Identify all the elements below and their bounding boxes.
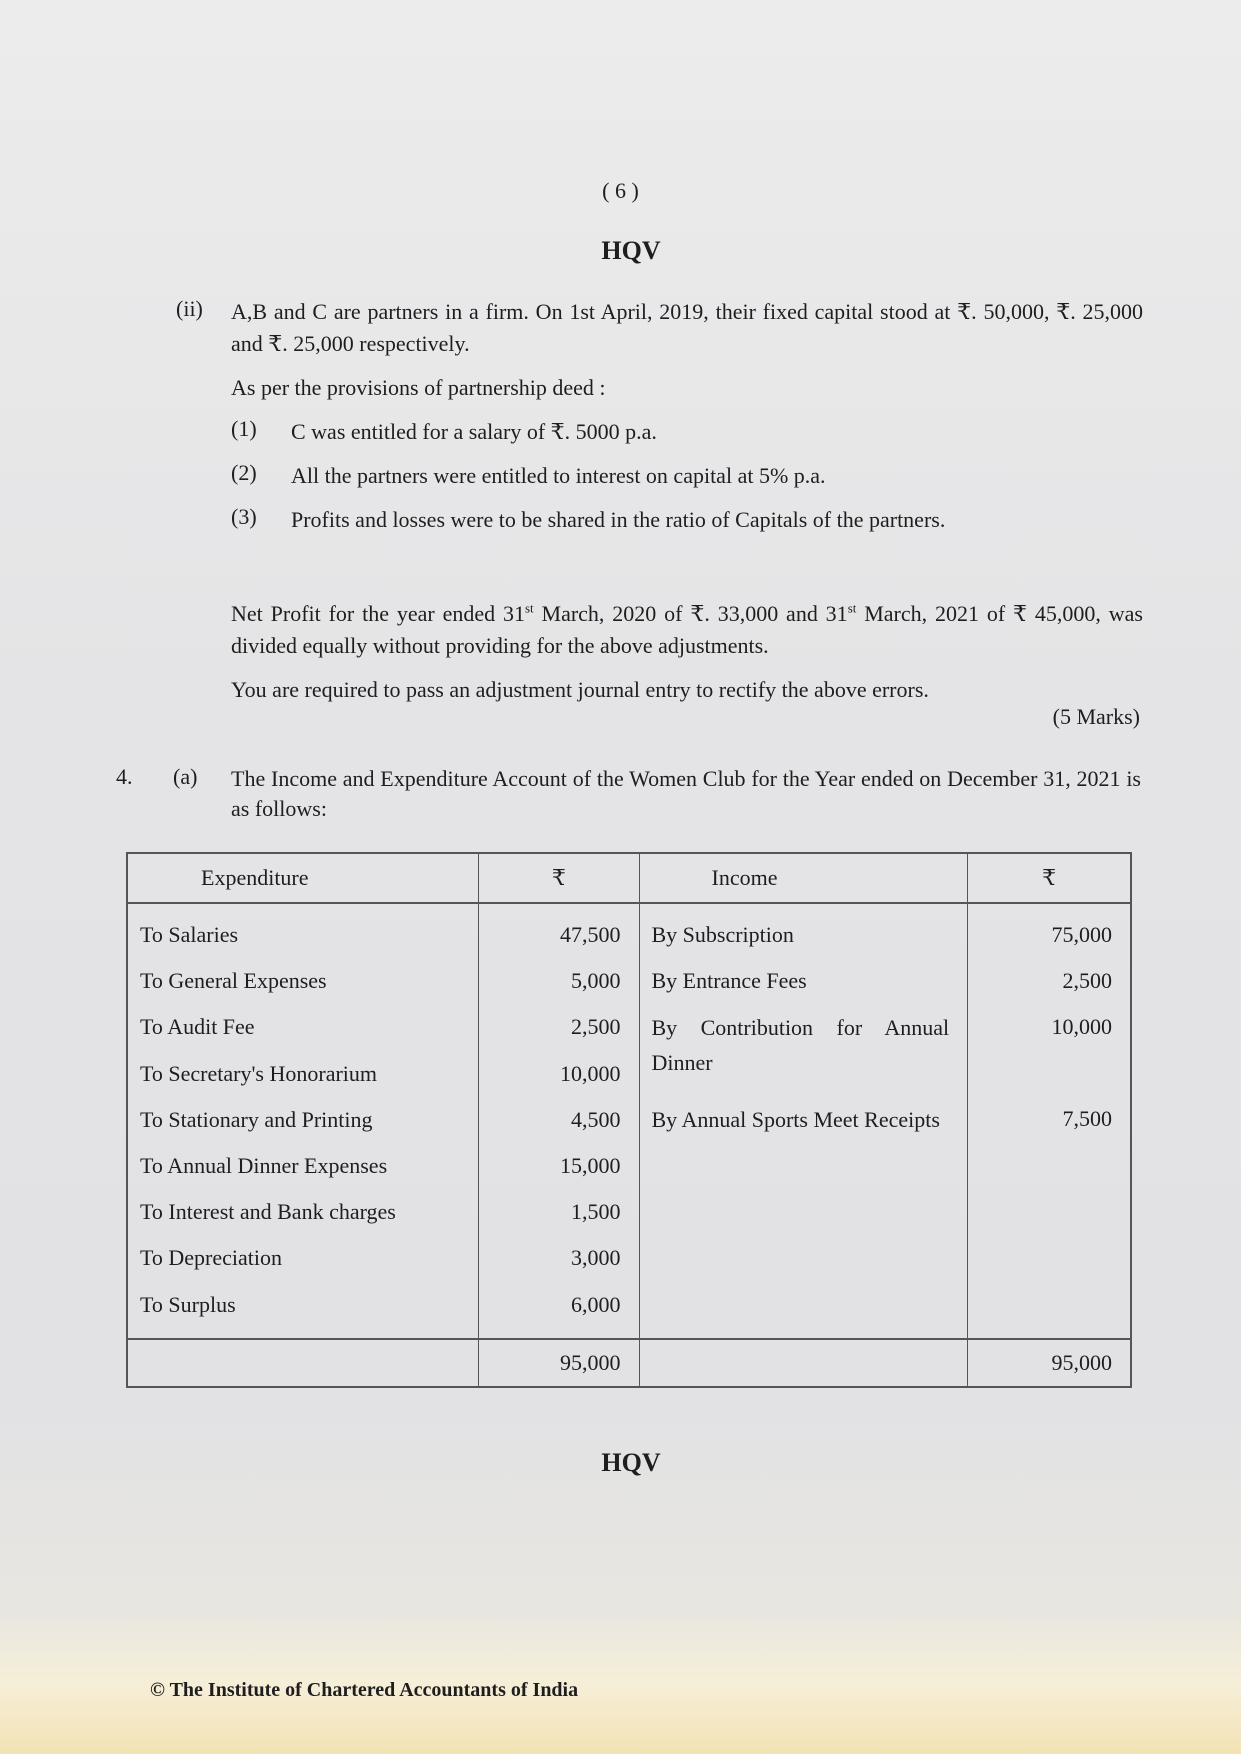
expenditure-item: To Interest and Bank charges <box>140 1199 396 1225</box>
expenditure-amount: 3,000 <box>571 1245 621 1271</box>
provision-number: (2) <box>231 460 257 485</box>
provisions-title: As per the provisions of partnership deed : <box>231 375 606 400</box>
income-items-cell <box>639 903 968 1339</box>
paper-code-top: HQV <box>601 236 661 265</box>
provision-text: All the partners were entitled to interest on capital at 5% p.a. <box>291 463 826 488</box>
income-item: By Subscription <box>651 922 794 947</box>
paper-code-bottom: HQV <box>601 1448 661 1477</box>
expenditure-amount: 15,000 <box>560 1152 621 1178</box>
expenditure-amount: 10,000 <box>560 1060 621 1086</box>
expenditure-amount: 4,500 <box>571 1106 621 1132</box>
net-profit-text: Net Profit for the year ended 31 <box>231 601 525 626</box>
totals-label-cell <box>639 1339 968 1387</box>
requirement-text: You are required to pass an adjustment journal entry to rectify the above errors. <box>231 677 929 702</box>
expenditure-item: To Salaries <box>140 922 239 947</box>
table-header-row <box>127 853 1131 903</box>
income-item: By Contribution for Annual Dinner <box>651 1015 950 1076</box>
expenditure-header: Expenditure <box>127 853 479 903</box>
expenditure-item: To Secretary's Honorarium <box>140 1060 378 1086</box>
ordinal-suffix: st <box>847 600 857 616</box>
expenditure-items-cell <box>127 903 479 1339</box>
provision-number: (3) <box>231 504 257 529</box>
question-label-ii: (ii) <box>176 296 203 321</box>
page-number: ( 6 ) <box>602 178 639 203</box>
expenditure-amount: 5,000 <box>571 968 621 994</box>
question-text: The Income and Expenditure Account of the Women Club for the Year ended on December 31, 2021 is as follows: <box>231 766 1141 821</box>
provision-number: (1) <box>231 416 257 441</box>
income-amount: 7,500 <box>1062 1106 1112 1132</box>
income-amount: 2,500 <box>1062 968 1112 994</box>
income-amount: 10,000 <box>1051 1014 1112 1040</box>
table-body-row <box>127 903 1131 1339</box>
expenditure-item: To Audit Fee <box>140 1014 255 1040</box>
question-number: 4. <box>116 764 133 789</box>
expenditure-amount: 1,500 <box>571 1199 621 1225</box>
totals-row <box>127 1339 1131 1387</box>
income-amounts-cell <box>968 903 1131 1339</box>
income-expenditure-account <box>126 852 1132 1388</box>
income-header: Income <box>639 853 968 903</box>
income-total: 95,000 <box>968 1339 1131 1387</box>
provision-text: C was entitled for a salary of ₹. 5000 p.a. <box>291 419 657 444</box>
copyright-footer: © The Institute of Chartered Accountants of India <box>150 1679 579 1701</box>
income-item: By Entrance Fees <box>651 968 807 994</box>
income-amount: 75,000 <box>1051 922 1112 947</box>
expenditure-item: To Annual Dinner Expenses <box>140 1152 388 1178</box>
provision-text: Profits and losses were to be shared in the ratio of Capitals of the partners. <box>291 507 946 532</box>
question-intro: A,B and C are partners in a firm. On 1st April, 2019, their fixed capital stood at ₹. 50,000, ₹. 25,000 and ₹. 25,000 respectively. <box>231 299 1143 356</box>
income-item: By Annual Sports Meet Receipts <box>651 1107 940 1133</box>
expenditure-amounts-cell <box>479 903 639 1339</box>
expenditure-item: To Stationary and Printing <box>140 1106 373 1132</box>
ordinal-suffix: st <box>524 600 534 616</box>
expenditure-total: 95,000 <box>479 1339 639 1387</box>
marks-label: (5 Marks) <box>1052 704 1140 729</box>
income-amount-header: ₹ <box>968 853 1131 903</box>
expenditure-item: To General Expenses <box>140 968 327 994</box>
net-profit-paragraph <box>231 598 1143 662</box>
net-profit-text: March, 2021 of ₹ 45,000, was divided equally without providing for the above adjustments. <box>231 601 1143 658</box>
expenditure-amount: 47,500 <box>560 922 621 947</box>
question-part-label: (a) <box>173 764 198 789</box>
expenditure-amount: 2,500 <box>571 1014 621 1040</box>
expenditure-item: To Depreciation <box>140 1245 283 1271</box>
expenditure-item: To Surplus <box>140 1291 236 1317</box>
totals-label-cell <box>127 1339 479 1387</box>
expenditure-amount-header: ₹ <box>479 853 639 903</box>
net-profit-text: March, 2020 of ₹. 33,000 and 31 <box>533 601 848 626</box>
expenditure-amount: 6,000 <box>571 1291 621 1317</box>
